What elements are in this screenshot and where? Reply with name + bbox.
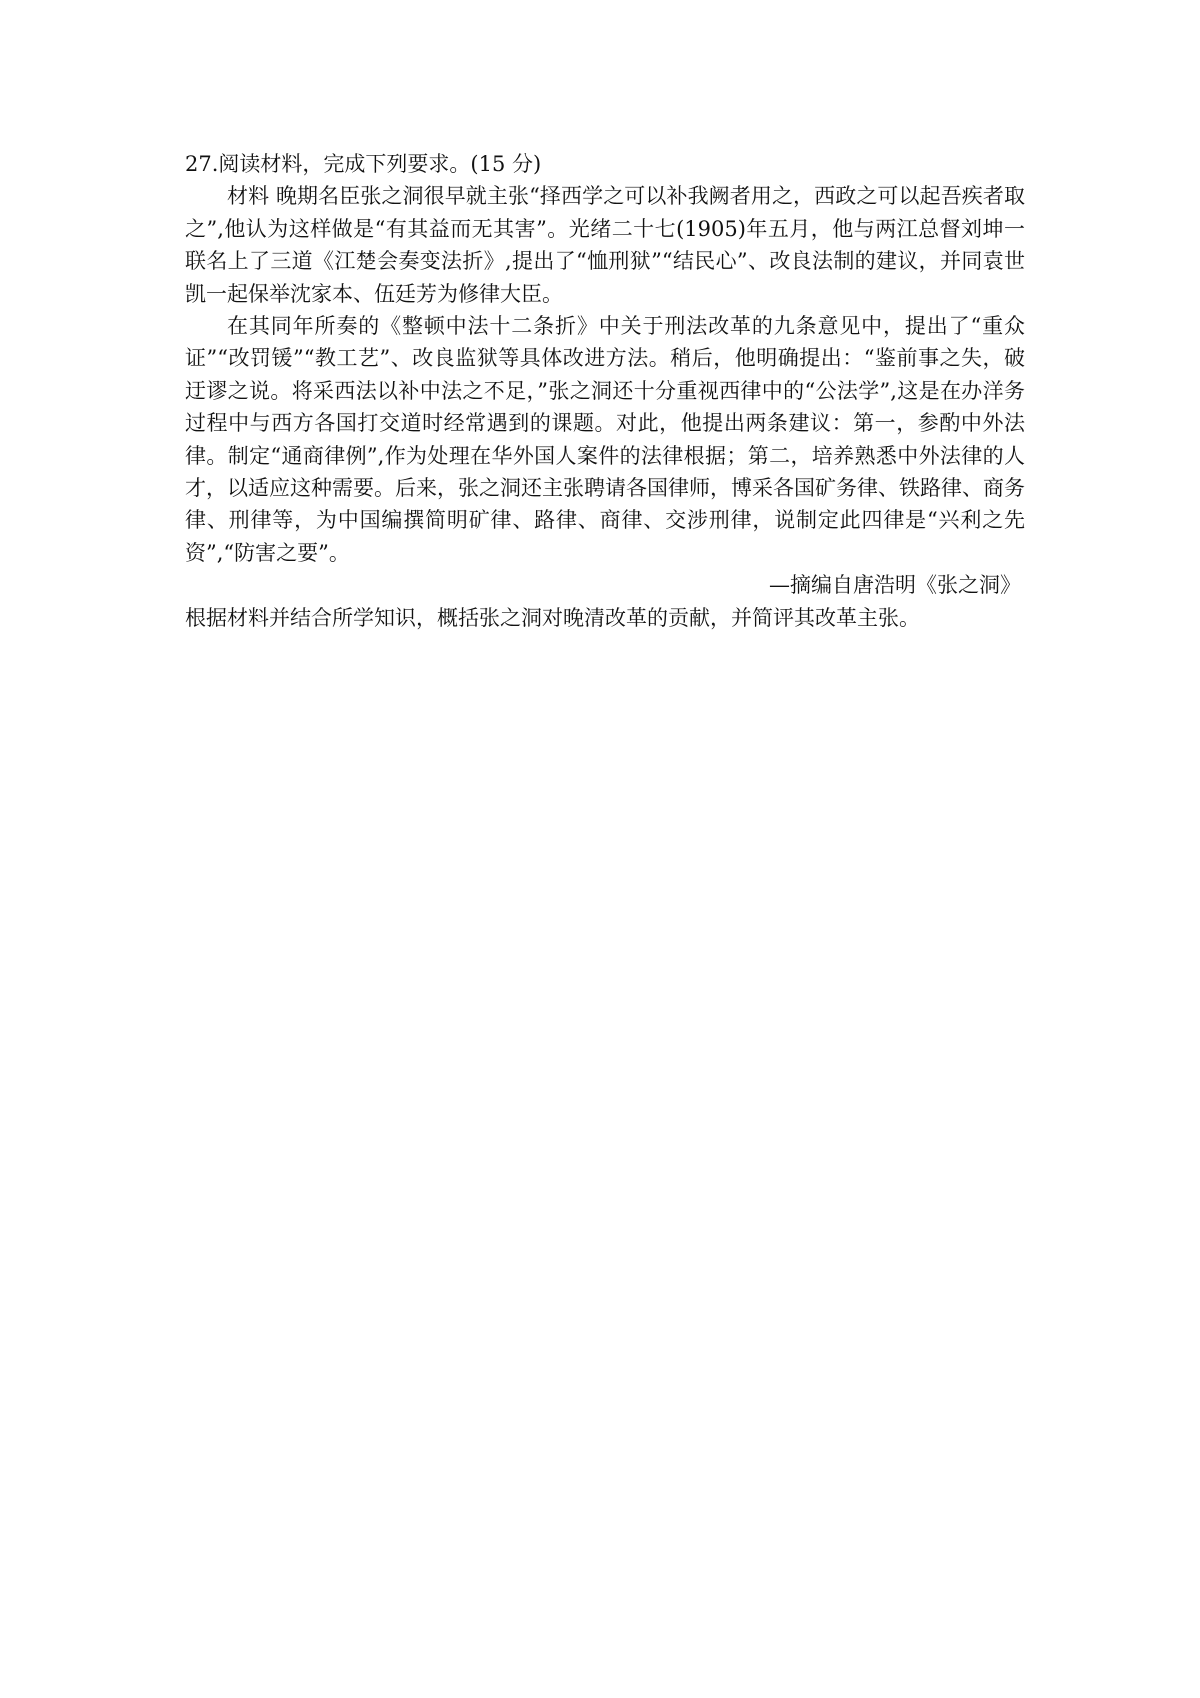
- question-task: 根据材料并结合所学知识，概括张之洞对晚清改革的贡献，并简评其改革主张。: [185, 605, 920, 630]
- question-27: [185, 148, 1025, 634]
- material-paragraph-2: 在其同年所奏的《整顿中法十二条折》中关于刑法改革的九条意见中，提出了“重众证”“改罚锾”“教工艺”、改良监狱等具体改进方法。稍后，他明确提出：“鉴前事之失，破迂谬之说。将采西法以补中法之不足，”张之洞还十分重视西律中的“公法学”,这是在办洋务过程中与西方各国打交道时经常遇到的课题。对此，他提出两条建议：第一，参酌中外法律。制定“通商律例”,作为处理在华外国人案件的法律根据；第二，培养熟悉中外法律的人才，以适应这种需要。后来，张之洞还主张聘请各国律师，博采各国矿务律、铁路律、商务律、刑律等，为中国编撰简明矿律、路律、商律、交涉刑律，说制定此四律是“兴利之先资”,“防害之要”。: [185, 314, 1025, 565]
- material-paragraph-1: 材料 晚期名臣张之洞很早就主张“择西学之可以补我阙者用之，西政之可以起吾疾者取之”,他认为这样做是“有其益而无其害”。光绪二十七(1905)年五月，他与两江总督刘坤一联名上了三道《江楚会奏变法折》,提出了“恤刑狱”“结民心”、改良法制的建议，并同袁世凯一起保举沈家本、伍廷芳为修律大臣。: [185, 184, 1025, 306]
- question-title: 27.阅读材料，完成下列要求。(15 分): [185, 152, 542, 176]
- material-source: —摘编自唐浩明《张之洞》: [769, 573, 1021, 598]
